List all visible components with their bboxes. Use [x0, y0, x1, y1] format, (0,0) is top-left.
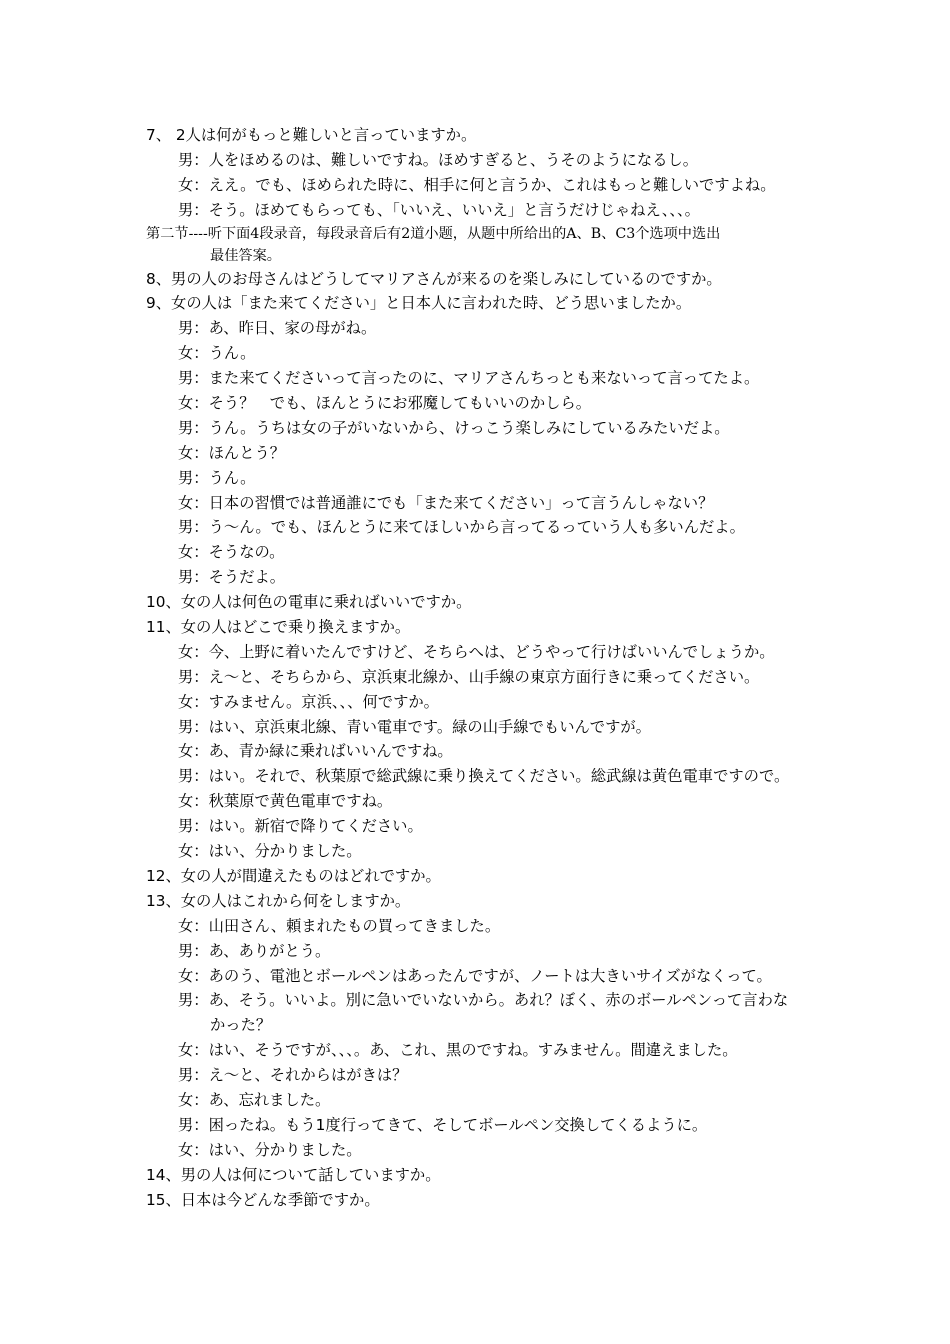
question-line: 11、女の人はどこで乗り換えますか。: [146, 618, 411, 637]
dialogue-line: 男：あ、そう。いいよ。別に急いでいないから。あれ？ぼく、赤のボールペンって言わな: [178, 991, 789, 1010]
question-line: 9、女の人は「また来てください」と日本人に言われた時、どう思いましたか。: [146, 294, 692, 313]
question-line: 7、 2人は何がもっと難しいと言っていますか。: [146, 126, 477, 144]
dialogue-line: 男：また来てくださいって言ったのに、マリアさんちっとも来ないって言ってたよ。: [178, 369, 760, 388]
dialogue-line: 女：そうなの。: [178, 543, 285, 562]
dialogue-line: 男：はい。それで、秋葉原で総武線に乗り換えてください。総武線は黄色電車ですので。: [178, 767, 790, 786]
dialogue-line: 男：そうだよ。: [178, 568, 286, 587]
dialogue-line: 女：はい、分かりました。: [178, 842, 362, 861]
dialogue-line: 男：人をほめるのは、難しいですね。ほめすぎると、うそのようになるし。: [178, 150, 699, 169]
dialogue-line: 女：あ、青か緑に乗ればいいんですね。: [178, 742, 453, 761]
dialogue-line: 女：すみません。京浜、、、何ですか。: [178, 692, 439, 711]
dialogue-continuation: かった？: [210, 1016, 272, 1035]
dialogue-line: 男：うん。うちは女の子がいないから、けっこう楽しみにしているみたいだよ。: [178, 418, 730, 437]
dialogue-line: 女：秋葉原で黄色電車ですね。: [178, 792, 393, 811]
question-line: 13、女の人はこれから何をしますか。: [146, 891, 411, 910]
dialogue-line: 女：はい、分かりました。: [178, 1140, 362, 1159]
dialogue-line: 男：そう。ほめてもらっても、「いいえ、いいえ」と言うだけじゃねえ、、、。: [178, 200, 700, 219]
dialogue-line: 女：日本の習慣では普通誰にでも「また来てください」って言うんしゃない？: [178, 493, 714, 512]
dialogue-line: 女：山田さん、頼まれたもの買ってきました。: [178, 916, 501, 935]
dialogue-line: 男：え～と、そちらから、京浜東北線か、山手線の東京方面行きに乗ってください。: [178, 667, 760, 686]
dialogue-line: 女：ええ。でも、ほめられた時に、相手に何と言うか、これはもっと難しいですよね。: [178, 175, 776, 194]
question-line: 10、女の人は何色の電車に乗ればいいですか。: [146, 593, 472, 612]
section-heading-continuation: 最佳答案。: [210, 247, 281, 264]
dialogue-line: 男：あ、ありがとう。: [178, 941, 331, 960]
dialogue-line: 女：うん。: [178, 344, 256, 363]
dialogue-line: 女：ほんとう？: [178, 443, 286, 462]
transcript-body: [0, 123, 950, 1212]
dialogue-line: 男：うん。: [178, 468, 256, 487]
dialogue-line: 男：あ、昨日、家の母がね。: [178, 319, 377, 338]
dialogue-line: 男：困ったね。もう1度行ってきて、そしてボールペン交換してくるように。: [178, 1115, 708, 1134]
question-line: 8、男の人のお母さんはどうしてマリアさんが来るのを楽しみにしているのですか。: [146, 269, 722, 288]
dialogue-line: 女：あ、忘れました。: [178, 1090, 331, 1109]
question-line: 14、男の人は何について話していますか。: [146, 1165, 441, 1184]
dialogue-line: 女：あのう、電池とボールペンはあったんですが、ノートは大きいサイズがなくって。: [178, 966, 772, 985]
dialogue-line: 男：え～と、それからはがきは？: [178, 1066, 408, 1085]
dialogue-line: 男：はい、京浜東北線、青い電車です。緑の山手線でもいんですが。: [178, 717, 651, 736]
dialogue-line: 女：そう？ でも、ほんとうにお邪魔してもいいのかしら。: [178, 394, 592, 413]
dialogue-line: 男：はい。新宿で降りてください。: [178, 817, 423, 836]
section-heading: 第二节----听下面4段录音，每段录音后有2道小题，从题中所给出的A、B、C3个选项中选出: [146, 225, 721, 242]
question-line: 15、日本は今どんな季節ですか。: [146, 1190, 380, 1209]
dialogue-line: 女：今、上野に着いたんですけど、そちらへは、どうやって行けばいいんでしょうか。: [178, 642, 775, 661]
dialogue-line: 女：はい、そうですが、、、。あ、これ、黒のですね。すみません。間違えました。: [178, 1041, 738, 1060]
dialogue-line: 男：う～ん。でも、ほんとうに来てほしいから言ってるっていう人も多いんだよ。: [178, 518, 745, 537]
question-line: 12、女の人が間違えたものはどれですか。: [146, 866, 441, 885]
